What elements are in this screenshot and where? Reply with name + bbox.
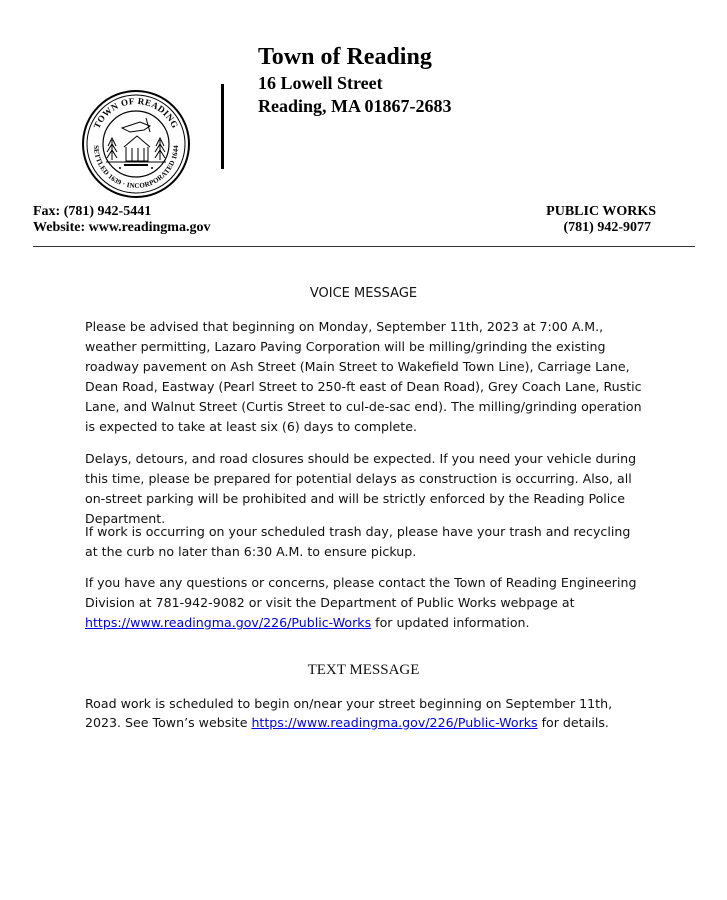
voice-paragraph-1: Please be advised that beginning on Monday, September 11th, 2023 at 7:00 A.M., weather permitting, Lazaro Paving Corporation will be milling/grinding the existing roadway pavement on Ash Street (Main Street to Wakefield Town Line), Carriage Lane, Dean Road, Eastway (Pearl Street to 250-ft east of Dean Road), Grey Coach Lane, Rustic Lane, and Walnut Street (Curtis Street to cul-de-sac end). The milling/grinding operation is expected to take at least six (6) days to complete. <box>85 319 642 435</box>
header-rule <box>33 246 695 247</box>
text-message-paragraph <box>85 695 645 732</box>
address-line-2: Reading, MA 01867-2683 <box>258 96 452 116</box>
website-text: Website: www.readingma.gov <box>33 220 211 235</box>
department-name: PUBLIC WORKS <box>546 204 656 219</box>
header-divider <box>221 84 224 169</box>
text-message-tail: for details. <box>537 714 609 730</box>
text-message-body: Road work is scheduled to begin on/near your street beginning on September 11th, 2023. See Town’s website <box>85 696 613 730</box>
voice-paragraph-2: Delays, detours, and road closures should be expected. If you need your vehicle during this time, please be prepared for potential delays as construction is occurring. Also, all on-street parking will be prohibited and will be strictly enforced by the Reading Police Department. <box>85 451 637 527</box>
voice-paragraph-3: If work is occurring on your scheduled trash day, please have your trash and recycling at the curb no later than 6:30 A.M. to ensure pickup. <box>85 524 631 560</box>
seal-bottom-text: SETTLED 1639 · INCORPORATED 1644 <box>91 145 181 191</box>
department-phone: (781) 942-9077 <box>563 220 651 235</box>
town-seal-logo <box>80 88 192 200</box>
voice-paragraph-4-tail: for updated information. <box>371 615 530 631</box>
seal-top-text: TOWN OF READING <box>91 95 181 131</box>
address-line-1: 16 Lowell Street <box>258 73 383 93</box>
voice-message-heading: VOICE MESSAGE <box>309 286 418 301</box>
town-name-heading: Town of Reading <box>258 44 432 70</box>
text-message-public-works-link[interactable]: https://www.readingma.gov/226/Public-Works <box>251 714 538 730</box>
voice-paragraph-4 <box>85 573 645 633</box>
text-message-heading: TEXT MESSAGE <box>307 662 420 678</box>
public-works-link[interactable]: https://www.readingma.gov/226/Public-Works <box>85 615 372 631</box>
fax-number: Fax: (781) 942-5441 <box>33 204 152 219</box>
voice-paragraph-4-text: If you have any questions or concerns, please contact the Town of Reading Engineering Division at 781-942-9082 or visit the Department of Public Works webpage at <box>85 575 637 611</box>
